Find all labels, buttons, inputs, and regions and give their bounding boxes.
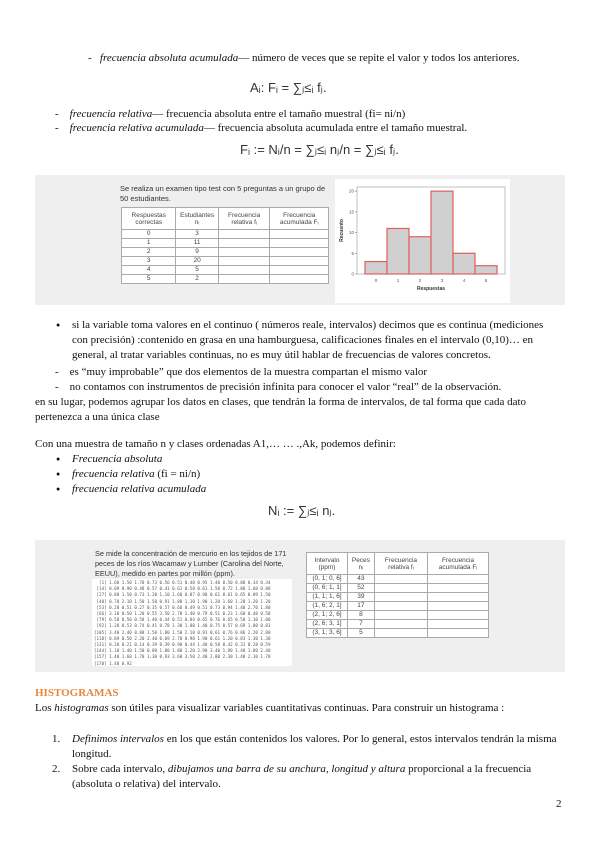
formula-accumulated-frequency: Aᵢ: Fᵢ = ∑ⱼ≤ᵢ fⱼ. [250, 80, 327, 95]
term: histogramas [54, 702, 109, 714]
table-row [122, 275, 329, 284]
bullet-item [72, 452, 162, 466]
table-row [307, 629, 489, 638]
cell: 1 [122, 239, 176, 248]
histogram-chart [335, 179, 510, 303]
cell: 2 [176, 275, 218, 284]
column-header: Frecuencia relativa fᵢ [218, 208, 270, 230]
term: frecuencia absoluta acumulada [99, 52, 239, 64]
cell: (2, 6; 3, 1] [307, 620, 348, 629]
cell: (3, 1; 3, 6] [307, 629, 348, 638]
list-number: 2. [52, 763, 61, 775]
table-row [307, 593, 489, 602]
step-2 [72, 762, 562, 792]
histogram-bar [453, 253, 475, 274]
table-row [307, 620, 489, 629]
column-header: Frecuencia relativa fᵢ [374, 553, 427, 575]
x-tick-label: 3 [440, 278, 444, 283]
frequency-table [121, 207, 329, 284]
y-tick-label: 0 [351, 271, 354, 277]
bullet-continuous: ● si la variable toma valores en el continuo ( números reale, intervalos) decimos que es continua (mediciones con precisión) :contenido en grasa en una hamburguesa, calificaciones finales en el intervalo (0,10)… en general, al tratar variables continuas, no es muy útil hablar de frecuencias de valores concretos. [72, 318, 552, 363]
section-heading: HISTOGRAMAS [35, 687, 119, 699]
x-tick-label: 2 [418, 278, 422, 283]
text: (fi = ni/n) [154, 468, 201, 480]
cell: 39 [347, 593, 374, 602]
x-tick-label: 0 [374, 278, 378, 283]
column-header: Frecuencia acumulada Fᵢ [428, 553, 489, 575]
column-header: Intervalo (ppm) [307, 553, 348, 575]
table-row [122, 257, 329, 266]
table-row [122, 248, 329, 257]
y-tick-label: 20 [348, 188, 354, 194]
interval-frequency-table [306, 552, 489, 638]
cell: 11 [176, 239, 218, 248]
text: proporcional a la frecuencia (absoluta o relativa) del intervalo. [72, 763, 532, 790]
table-row [122, 266, 329, 275]
text: Frecuencia absoluta [72, 453, 163, 465]
list-item: - es “muy improbable” que dos elementos de la muestra compartan el mismo valor [55, 366, 428, 378]
cell: (2, 1; 2, 6] [307, 611, 348, 620]
table-row [122, 230, 329, 239]
column-header: Estudiantes nᵢ [176, 208, 218, 230]
list-number: 1. [52, 733, 61, 745]
column-header: Peces nᵢ [347, 553, 374, 575]
cell: 4 [122, 266, 176, 275]
intro-text: Con una muestra de tamaño n y clases ordenadas A1,… … .,Ak, podemos definir: [35, 438, 396, 450]
cell: (0, 1; 0, 6] [307, 575, 348, 584]
x-axis-label: Respuestas [416, 286, 446, 292]
table-row [307, 602, 489, 611]
histogram-bar [365, 262, 387, 274]
figure-exam-example [35, 175, 565, 305]
cell: 3 [122, 257, 176, 266]
figure-caption: Se realiza un examen tipo test con 5 preguntas a un grupo de 50 estudiantes. [120, 184, 326, 203]
term: dibujamos una barra de su anchura, longitud y altura [167, 763, 406, 775]
raw-data-block: [1] 1.60 1.50 1.70 0.73 0.56 0.51 0.48 0.95 1.40 0.50 0.80 0.34 0.34 [14] 0.09 0.90 0.48 0.57 0.41 0.61 0.58 0.61 1.50 0.72 1.80 1.60 0.88 [27] 0.88 1.50 0.73 1.20 1.10 1.60 0.87 0.90 0.61 0.61 0.65 0.09 1.50 [40] 0.70 2.10 1.50 1.50 0.91 1.80 1.10 1.90 1.20 1.60 1.20 1.20 1.20 [53] 0.28 0.51 0.27 0.35 0.57 0.66 0.49 0.51 0.73 0.94 1.40 2.70 1.80 [66] 3.10 0.50 1.20 0.55 3.50 2.70 1.40 0.79 0.51 0.23 1.60 0.48 0.58 [79] 0.58 0.50 0.58 1.40 0.44 0.51 0.84 0.65 0.76 0.65 0.50 1.10 1.00 [92] 1.20 0.53 0.74 0.41 0.78 1.30 1.80 1.40 0.75 0.57 0.69 1.80 0.83 [105] 3.40 2.40 0.88 1.50 1.80 1.50 2.10 0.91 0.61 0.76 0.86 2.20 2.80 [118] 0.89 0.50 2.20 2.40 0.69 2.70 0.90 1.90 0.61 1.20 0.83 1.30 1.30 [131] 0.28 0.21 0.14 0.39 0.39 0.90 0.44 1.40 0.58 0.42 0.31 0.28 0.59 [144] 1.10 1.40 1.50 0.88 1.80 1.80 1.20 2.90 3.40 1.90 1.40 1.80 2.40 [157] 1.40 1.60 1.70 1.30 0.93 3.60 3.50 2.40 2.80 2.30 1.40 2.10 1.70 [170] 1.40 0.92 [92, 579, 292, 666]
cell: (1, 1; 1, 6] [307, 593, 348, 602]
definition: — frecuencia absoluta acumulada entre el tamaño muestral. [203, 122, 468, 134]
histogram-bar [409, 237, 431, 274]
term: frecuencia relativa [69, 108, 153, 120]
cell: 5 [176, 266, 218, 275]
x-tick-label: 5 [484, 278, 488, 283]
cell: 20 [176, 257, 218, 266]
cell: 2 [122, 248, 176, 257]
y-tick-label: 5 [351, 250, 354, 256]
cell: 17 [347, 602, 374, 611]
histogram-bar [475, 266, 497, 274]
text: Los [35, 702, 55, 714]
figure-caption: Se mide la concentración de mercurio en los tejidos de 171 peces de los ríos Wacamaw y Lumber (Carolina del Norte, EEUU), medido en partes por millón (ppm). [95, 549, 287, 578]
page-number: 2 [556, 798, 562, 810]
cell: 8 [347, 611, 374, 620]
y-tick-label: 10 [348, 230, 354, 236]
table-row [307, 584, 489, 593]
text: es “muy improbable” que dos elementos de la muestra compartan el mismo valor [69, 366, 428, 378]
text: frecuencia relativa acumulada [72, 483, 207, 495]
cell: 7 [347, 620, 374, 629]
text: Sobre cada intervalo, [72, 763, 168, 775]
list-item: - frecuencia relativa acumulada— frecuencia absoluta acumulada entre el tamaño muestral. [55, 122, 468, 134]
y-tick-label: 15 [348, 209, 354, 215]
formula-accumulated-absolute: Nᵢ := ∑ⱼ≤ᵢ nⱼ. [268, 503, 336, 518]
paragraph: en su lugar, podemos agrupar los datos en clases, que tendrán la forma de intervalos, de tal forma que cada dato pertenezca a una única clase [35, 396, 527, 423]
histogram-bar [431, 191, 453, 274]
y-axis-label: Recuento [339, 219, 345, 242]
cell: 52 [347, 584, 374, 593]
list-item: - frecuencia absoluta acumulada— número de veces que se repite el valor y todos los anteriores. [88, 52, 520, 64]
text: frecuencia relativa [72, 468, 155, 480]
step-1 [72, 732, 562, 762]
text: en los que están contenidos los valores. Por lo general, estos intervalos tendrán la misma longitud. [72, 733, 557, 760]
cell: 5 [347, 629, 374, 638]
column-header: Respuestas correctas [122, 208, 176, 230]
list-item: - frecuencia relativa— frecuencia absoluta entre el tamaño muestral (fi= ni/n) [55, 108, 406, 120]
column-header: Frecuencia acumulada Fᵢ [270, 208, 329, 230]
table-row [307, 611, 489, 620]
cell: 5 [122, 275, 176, 284]
text: son útiles para visualizar variables cuantitativas continuas. Para construir un histograma : [108, 702, 505, 714]
table-row [307, 575, 489, 584]
term: Definimos intervalos [72, 733, 164, 745]
cell: 3 [176, 230, 218, 239]
figure-mercury-example [35, 540, 565, 672]
formula-relative-accumulated: Fᵢ := Nᵢ/n = ∑ⱼ≤ᵢ nⱼ/n = ∑ⱼ≤ᵢ fⱼ. [240, 142, 399, 157]
cell: 9 [176, 248, 218, 257]
x-tick-label: 1 [396, 278, 400, 283]
term: frecuencia relativa acumulada [69, 122, 204, 134]
cell: (0, 6; 1, 1] [307, 584, 348, 593]
list-item: - no contamos con instrumentos de precisión infinita para conocer el valor “real” de la observación. [55, 381, 502, 393]
histogram-bar [387, 228, 409, 274]
definition: — frecuencia absoluta entre el tamaño muestral (fi= ni/n) [152, 108, 406, 120]
intro-paragraph [35, 701, 504, 715]
cell: 43 [347, 575, 374, 584]
definition: — número de veces que se repite el valor y todos los anteriores. [238, 52, 520, 64]
text: no contamos con instrumentos de precisión infinita para conocer el valor “real” de la observación. [69, 381, 502, 393]
cell: 0 [122, 230, 176, 239]
bullet-item [72, 482, 206, 496]
cell: (1, 6; 2, 1] [307, 602, 348, 611]
bullet-item [72, 467, 200, 481]
table-row [122, 239, 329, 248]
x-tick-label: 4 [462, 278, 466, 283]
